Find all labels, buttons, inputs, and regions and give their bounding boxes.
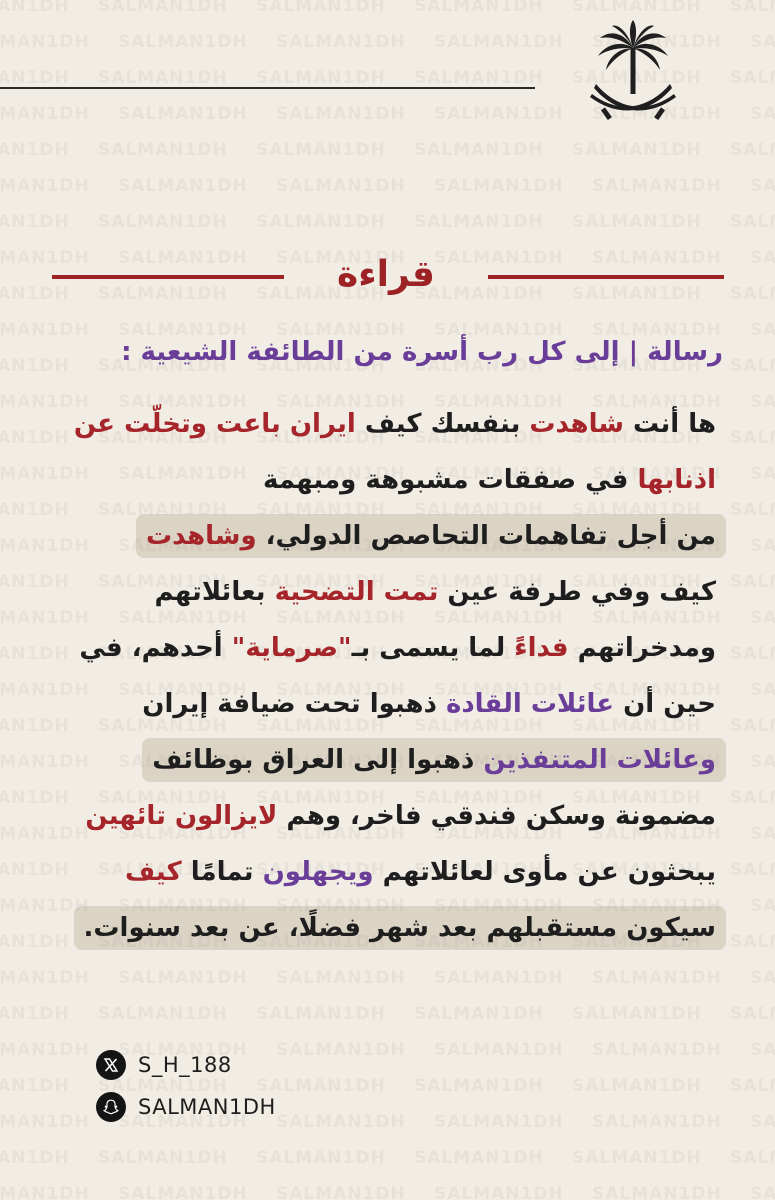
heading-rule-right: [488, 275, 724, 279]
watermark-text: [750, 752, 775, 772]
watermark-text: [276, 32, 434, 52]
watermark-text: [414, 1004, 572, 1024]
watermark-text: [256, 1004, 414, 1024]
watermark-row: [0, 212, 775, 232]
watermark-text: [750, 536, 775, 556]
text-segment: تمامًا: [181, 857, 263, 887]
watermark-text: [434, 104, 592, 124]
watermark-text: [0, 1004, 98, 1024]
watermark-text: [0, 68, 98, 88]
watermark-text: [750, 1112, 775, 1132]
watermark-text: [730, 1004, 775, 1024]
watermark-text: [276, 1112, 434, 1132]
body-line: [58, 844, 726, 900]
red-emphasis: لايزالون تائهين: [85, 801, 278, 831]
watermark-text: [730, 356, 775, 376]
watermark-text: [572, 140, 730, 160]
watermark-text: [730, 68, 775, 88]
heading-block: [0, 250, 775, 300]
watermark-text: [750, 392, 775, 412]
watermark-text: [276, 1040, 434, 1060]
watermark-text: [118, 176, 276, 196]
text-line: [64, 402, 726, 446]
text-segment: كيف وفي طرفة عين: [438, 577, 716, 607]
highlighted-text-line: [136, 514, 726, 558]
watermark-text: [750, 1184, 775, 1200]
watermark-text: [730, 644, 775, 664]
watermark-text: [434, 1040, 592, 1060]
watermark-text: [118, 968, 276, 988]
red-emphasis: تمت التضحية: [274, 577, 439, 607]
body-line: [58, 452, 726, 508]
watermark-text: [750, 176, 775, 196]
watermark-text: [98, 1148, 256, 1168]
text-segment: ها أنت: [623, 409, 716, 439]
text-segment: من أجل تفاهمات التحاصص الدولي،: [256, 521, 716, 551]
watermark-text: [256, 212, 414, 232]
watermark-text: [0, 1076, 98, 1096]
watermark-text: [256, 1148, 414, 1168]
watermark-text: [98, 68, 256, 88]
body-line: [58, 620, 726, 676]
watermark-text: [730, 1148, 775, 1168]
watermark-text: [592, 1112, 750, 1132]
watermark-row: [0, 140, 775, 160]
body-line: [58, 900, 726, 956]
watermark-text: [730, 932, 775, 952]
highlighted-text-line: [142, 738, 726, 782]
watermark-row: [0, 968, 775, 988]
text-segment: ذهبوا تحت ضيافة إيران: [142, 689, 446, 719]
palm-and-swords-emblem-icon: [588, 18, 678, 126]
red-emphasis: شاهدت: [529, 409, 624, 439]
watermark-text: [750, 968, 775, 988]
text-segment: أحدهم، في: [79, 633, 232, 663]
watermark-text: [276, 968, 434, 988]
watermark-text: [572, 1148, 730, 1168]
red-emphasis: "صرماية": [231, 633, 352, 663]
x-handle: S_H_188: [138, 1053, 232, 1077]
watermark-text: [0, 1148, 98, 1168]
purple-emphasis: ويجهلون: [262, 857, 374, 887]
watermark-text: [750, 32, 775, 52]
social-row-x[interactable]: [96, 1050, 276, 1080]
watermark-text: [414, 140, 572, 160]
red-emphasis: فداءً: [514, 633, 569, 663]
body-line: [58, 732, 726, 788]
snapchat-handle: SALMAN1DH: [138, 1095, 276, 1119]
watermark-row: [0, 1184, 775, 1200]
watermark-text: [572, 1076, 730, 1096]
watermark-text: [750, 464, 775, 484]
text-line: [132, 682, 726, 726]
watermark-text: [572, 1004, 730, 1024]
watermark-text: [572, 212, 730, 232]
body-line: [58, 676, 726, 732]
watermark-text: [98, 140, 256, 160]
watermark-text: [572, 0, 730, 16]
watermark-text: [256, 0, 414, 16]
watermark-row: [0, 1148, 775, 1168]
watermark-text: [0, 32, 118, 52]
watermark-text: [730, 500, 775, 520]
watermark-text: [276, 1184, 434, 1200]
watermark-text: [750, 1040, 775, 1060]
purple-emphasis: عائلات القادة: [445, 689, 615, 719]
body-line: [58, 564, 726, 620]
page-title: قراءة: [337, 254, 435, 295]
watermark-text: [750, 104, 775, 124]
text-segment: مضمونة وسكن فندقي فاخر، وهم: [277, 801, 716, 831]
watermark-text: [750, 896, 775, 916]
watermark-text: [414, 1076, 572, 1096]
text-line: [75, 794, 726, 838]
watermark-text: [730, 140, 775, 160]
watermark-text: [592, 1040, 750, 1060]
text-segment: يبحثون عن مأوى لعائلاتهم: [373, 857, 716, 887]
watermark-text: [750, 608, 775, 628]
text-line: [253, 458, 726, 502]
watermark-text: [98, 212, 256, 232]
snapchat-ghost-icon: [96, 1092, 126, 1122]
red-emphasis: كيف: [124, 857, 182, 887]
body-line: [58, 788, 726, 844]
watermark-text: [750, 680, 775, 700]
watermark-text: [0, 968, 118, 988]
watermark-text: [276, 104, 434, 124]
watermark-text: [434, 32, 592, 52]
watermark-text: [0, 176, 118, 196]
message-body: [58, 396, 726, 956]
watermark-text: [118, 32, 276, 52]
watermark-text: [0, 1184, 118, 1200]
watermark-text: [256, 68, 414, 88]
watermark-text: [730, 428, 775, 448]
text-line: [69, 626, 726, 670]
watermark-text: [434, 1184, 592, 1200]
text-segment: سيكون مستقبلهم بعد شهر فضلًا، عن بعد سنوات.: [83, 913, 716, 943]
watermark-text: [0, 0, 98, 16]
watermark-row: [0, 176, 775, 196]
watermark-text: [98, 0, 256, 16]
watermark-text: [414, 68, 572, 88]
watermark-text: [118, 1184, 276, 1200]
watermark-text: [730, 1076, 775, 1096]
watermark-text: [256, 140, 414, 160]
text-segment: ذهبوا إلى العراق بوظائف: [152, 745, 484, 775]
watermark-text: [730, 716, 775, 736]
text-segment: في صفقات مشبوهة ومبهمة: [263, 465, 638, 495]
watermark-text: [0, 212, 98, 232]
social-handles: [96, 1050, 276, 1134]
social-row-snapchat[interactable]: [96, 1092, 276, 1122]
watermark-text: [414, 1148, 572, 1168]
watermark-text: [592, 1184, 750, 1200]
watermark-text: [0, 104, 118, 124]
watermark-text: [98, 1004, 256, 1024]
watermark-text: [276, 176, 434, 196]
watermark-text: [730, 0, 775, 16]
body-line: [58, 508, 726, 564]
watermark-text: [730, 788, 775, 808]
watermark-text: [750, 824, 775, 844]
purple-emphasis: وعائلات المتنفذين: [483, 745, 716, 775]
watermark-text: [256, 1076, 414, 1096]
watermark-text: [730, 860, 775, 880]
top-divider: [0, 87, 535, 89]
watermark-text: [592, 176, 750, 196]
red-emphasis: ايران باعت وتخلّت عن: [73, 409, 356, 439]
watermark-row: [0, 0, 775, 16]
body-line: [58, 396, 726, 452]
text-segment: بعائلاتهم: [154, 577, 275, 607]
text-line: [145, 570, 727, 614]
text-segment: حين أن: [614, 689, 716, 719]
watermark-row: [0, 1004, 775, 1024]
red-emphasis: وشاهدت: [145, 521, 257, 551]
watermark-text: [434, 968, 592, 988]
watermark-text: [730, 212, 775, 232]
watermark-text: [0, 140, 98, 160]
text-segment: بنفسك كيف: [355, 409, 530, 439]
watermark-text: [434, 176, 592, 196]
watermark-text: [434, 1112, 592, 1132]
watermark-text: [592, 968, 750, 988]
watermark-text: [118, 104, 276, 124]
text-line: [115, 850, 726, 894]
message-subheading: رسالة | إلى كل رب أسرة من الطائفة الشيعية :: [121, 337, 723, 367]
watermark-text: [414, 0, 572, 16]
heading-rule-left: [52, 275, 284, 279]
watermark-text: [730, 572, 775, 592]
text-segment: ومدخراتهم: [568, 633, 716, 663]
x-logo-icon: [96, 1050, 126, 1080]
text-segment: لما يسمى بـ: [351, 633, 515, 663]
red-emphasis: اذنابها: [637, 465, 716, 495]
watermark-text: [414, 212, 572, 232]
highlighted-text-line: [74, 906, 726, 950]
watermark-text: [750, 320, 775, 340]
